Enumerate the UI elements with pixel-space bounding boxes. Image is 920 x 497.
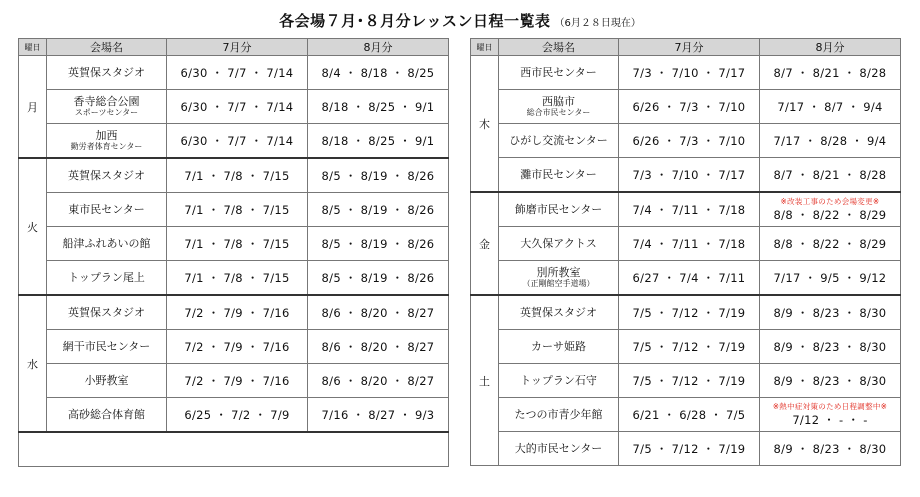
venue-cell [47,364,167,398]
venue-cell [47,124,167,159]
july-dates: 7/1 ・ 7/8 ・ 7/15 [167,227,308,261]
july-dates: 6/25 ・ 7/2 ・ 7/9 [167,398,308,433]
day-cell: 火 [19,158,47,295]
page-title: 各会場７月･８月分レッスン日程一覧表 [279,12,551,30]
venue-name: 英賀保スタジオ [68,305,145,319]
table-row [471,432,901,466]
venue-cell [47,295,167,330]
july-dates: 6/26 ・ 7/3 ・ 7/10 [619,90,760,124]
venue-name: 網干市民センター [62,339,151,353]
august-dates-text: 8/5 ・ 8/19 ・ 8/26 [321,202,435,217]
venue-cell [499,227,619,261]
table-row [19,295,449,330]
august-dates-text: 8/6 ・ 8/20 ・ 8/27 [321,339,435,354]
venue-cell [47,90,167,124]
august-dates-text: 8/8 ・ 8/22 ・ 8/29 [773,207,887,222]
august-dates [308,330,449,364]
july-dates: 6/30 ・ 7/7 ・ 7/14 [167,124,308,159]
july-dates: 7/4 ・ 7/11 ・ 7/18 [619,192,760,227]
july-dates: 7/5 ・ 7/12 ・ 7/19 [619,364,760,398]
august-dates [308,193,449,227]
table-row [19,158,449,193]
july-dates: 7/3 ・ 7/10 ・ 7/17 [619,56,760,90]
venue-name: 英賀保スタジオ [68,65,145,79]
empty-row [19,432,449,467]
venue-cell [499,295,619,330]
venue-name: たつの市青少年館 [514,407,603,421]
july-dates: 7/1 ・ 7/8 ・ 7/15 [167,158,308,193]
august-dates-text: 8/6 ・ 8/20 ・ 8/27 [321,373,435,388]
header-august: 8月分 [760,39,901,56]
day-cell: 金 [471,192,499,295]
venue-name: 英賀保スタジオ [520,305,597,319]
table-header-row [19,39,449,56]
header-day: 曜日 [19,39,47,56]
venue-cell [499,90,619,124]
empty-cell [19,432,449,467]
august-dates [760,364,901,398]
july-dates: 7/3 ・ 7/10 ・ 7/17 [619,158,760,193]
table-row [471,398,901,432]
august-dates [760,124,901,158]
day-cell: 木 [471,56,499,193]
table-row [19,124,449,159]
august-dates [308,261,449,296]
venue-name: 西脇市 [542,95,575,108]
august-dates-text: 8/6 ・ 8/20 ・ 8/27 [321,305,435,320]
venue-name: 西市民センター [520,65,597,79]
venue-name: 英賀保スタジオ [68,168,145,182]
august-dates-text: 8/4 ・ 8/18 ・ 8/25 [321,65,435,80]
july-dates: 6/30 ・ 7/7 ・ 7/14 [167,56,308,90]
venue-cell [47,330,167,364]
august-dates-text: 7/17 ・ 8/28 ・ 9/4 [773,133,887,148]
venue-cell [47,193,167,227]
july-dates: 7/4 ・ 7/11 ・ 7/18 [619,227,760,261]
august-dates [760,398,901,432]
table-row [19,330,449,364]
schedule-table-right [470,38,901,466]
table-row [19,398,449,433]
venue-name: 大的市民センター [514,441,603,455]
venue-subname: （正剛館空手道場） [522,279,595,288]
venue-cell [499,124,619,158]
august-dates-text: 7/17 ・ 8/7 ・ 9/4 [777,99,883,114]
venue-cell [499,364,619,398]
august-dates [760,295,901,330]
venue-cell [499,56,619,90]
header-august: 8月分 [308,39,449,56]
venue-cell [47,398,167,433]
page-subtitle: （6月２８日現在） [554,18,641,29]
schedule-note: ※改装工事のため会場変更※ [780,196,880,206]
august-dates [308,364,449,398]
august-dates [308,56,449,90]
august-dates-text: 8/7 ・ 8/21 ・ 8/28 [773,167,887,182]
august-dates-text: 8/5 ・ 8/19 ・ 8/26 [321,236,435,251]
venue-cell [499,432,619,466]
july-dates: 7/1 ・ 7/8 ・ 7/15 [167,193,308,227]
table-row [19,364,449,398]
venue-name: カーサ姫路 [531,339,586,353]
august-dates [760,192,901,227]
header-venue: 会場名 [47,39,167,56]
july-dates: 7/5 ・ 7/12 ・ 7/19 [619,432,760,466]
august-dates [760,90,901,124]
venue-name: トップラン石守 [520,373,597,387]
venue-name: 大久保アクトス [520,236,597,250]
day-cell: 水 [19,295,47,432]
venue-cell [47,261,167,296]
table-row [19,56,449,90]
venue-cell [47,227,167,261]
july-dates: 7/2 ・ 7/9 ・ 7/16 [167,330,308,364]
july-dates: 6/27 ・ 7/4 ・ 7/11 [619,261,760,296]
table-row [19,261,449,296]
august-dates [308,227,449,261]
july-dates: 7/2 ・ 7/9 ・ 7/16 [167,295,308,330]
schedule-body-left [19,56,449,467]
table-row [19,227,449,261]
header-venue: 会場名 [499,39,619,56]
schedule-note: ※熱中症対策のため日程調整中※ [772,401,888,411]
page-header [0,10,920,31]
july-dates: 6/21 ・ 6/28 ・ 7/5 [619,398,760,432]
day-cell: 月 [19,56,47,159]
venue-name: 別所教室 [536,266,581,279]
july-dates: 6/26 ・ 7/3 ・ 7/10 [619,124,760,158]
august-dates-text: 8/18 ・ 8/25 ・ 9/1 [321,133,435,148]
venue-subname: 勤労者体育センター [70,142,143,151]
august-dates-text: 7/17 ・ 9/5 ・ 9/12 [773,270,887,285]
august-dates-text: 8/9 ・ 8/23 ・ 8/30 [773,373,887,388]
august-dates [308,124,449,159]
venue-name: ひがし交流センター [509,133,608,147]
august-dates [308,90,449,124]
august-dates [308,158,449,193]
august-dates-text: 8/7 ・ 8/21 ・ 8/28 [773,65,887,80]
venue-name: トップラン尾上 [68,270,145,284]
august-dates-text: 7/12 ・ - ・ - [792,412,868,427]
venue-cell [499,398,619,432]
table-row [471,330,901,364]
venue-cell [499,192,619,227]
august-dates [760,330,901,364]
venue-cell [47,158,167,193]
table-row [471,56,901,90]
august-dates [760,261,901,296]
table-row [471,158,901,193]
venue-cell [499,261,619,296]
august-dates-text: 8/9 ・ 8/23 ・ 8/30 [773,339,887,354]
day-cell: 土 [471,295,499,466]
table-row [471,261,901,296]
august-dates-text: 8/9 ・ 8/23 ・ 8/30 [773,305,887,320]
july-dates: 7/1 ・ 7/8 ・ 7/15 [167,261,308,296]
venue-name: 加西 [95,129,118,142]
venue-subname: 総合市民センター [526,108,591,117]
venue-name: 東市民センター [68,202,145,216]
venue-subname: スポーツセンター [74,108,139,117]
venue-name: 灘市民センター [520,167,597,181]
august-dates [760,158,901,193]
table-row [471,295,901,330]
schedule-table-left [18,38,449,467]
table-row [471,90,901,124]
august-dates-text: 8/18 ・ 8/25 ・ 9/1 [321,99,435,114]
header-day: 曜日 [471,39,499,56]
august-dates-text: 8/8 ・ 8/22 ・ 8/29 [773,236,887,251]
july-dates: 7/5 ・ 7/12 ・ 7/19 [619,295,760,330]
table-row [19,193,449,227]
table-row [471,364,901,398]
table-row [19,90,449,124]
table-row [471,227,901,261]
venue-name: 船津ふれあいの館 [62,236,151,250]
venue-name: 飾磨市民センター [514,202,603,216]
table-row [471,124,901,158]
august-dates [760,432,901,466]
header-july: 7月分 [619,39,760,56]
schedule-body-right [471,56,901,466]
july-dates: 6/30 ・ 7/7 ・ 7/14 [167,90,308,124]
july-dates: 7/2 ・ 7/9 ・ 7/16 [167,364,308,398]
venue-name: 小野教室 [84,373,129,387]
august-dates-text: 8/5 ・ 8/19 ・ 8/26 [321,168,435,183]
venue-cell [47,56,167,90]
venue-name: 高砂総合体育館 [68,407,145,421]
table-header-row [471,39,901,56]
table-row [471,192,901,227]
august-dates-text: 8/5 ・ 8/19 ・ 8/26 [321,270,435,285]
header-july: 7月分 [167,39,308,56]
august-dates [308,295,449,330]
august-dates [308,398,449,433]
august-dates-text: 8/9 ・ 8/23 ・ 8/30 [773,441,887,456]
venue-cell [499,158,619,193]
august-dates [760,56,901,90]
july-dates: 7/5 ・ 7/12 ・ 7/19 [619,330,760,364]
venue-cell [499,330,619,364]
august-dates-text: 7/16 ・ 8/27 ・ 9/3 [321,407,435,422]
venue-name: 香寺総合公園 [73,95,140,108]
august-dates [760,227,901,261]
